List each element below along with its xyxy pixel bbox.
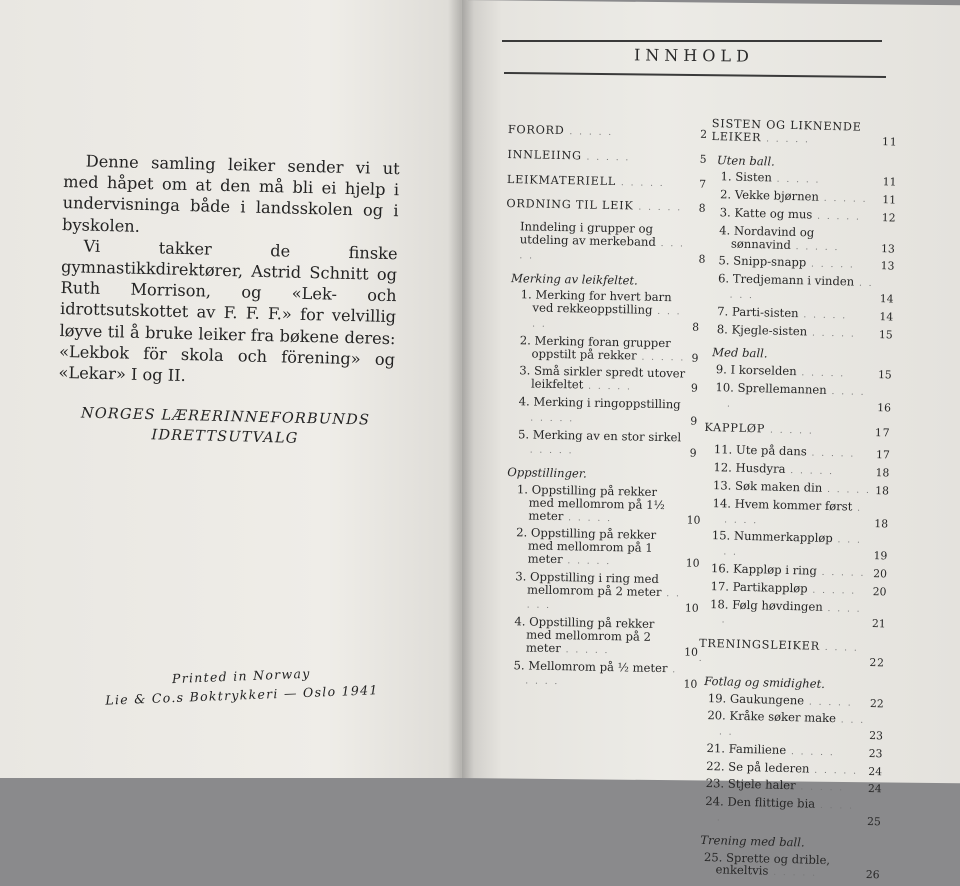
toc-item-entry <box>698 691 884 710</box>
toc-entry-title: Med ball. <box>712 345 768 360</box>
dot-leader: . . . . . <box>699 643 859 664</box>
dot-leader: . . . . . <box>804 697 853 708</box>
dot-leader: . . . . . <box>724 503 862 525</box>
toc-entry-title: 8. Kjegle-sisten <box>717 322 808 338</box>
toc-page-number: 13 <box>893 243 895 256</box>
dot-leader: . . . . . <box>765 425 814 436</box>
dot-leader: . . . . . <box>819 194 868 205</box>
toc-item-entry <box>696 777 882 796</box>
toc-item-entry <box>710 188 896 207</box>
dot-leader: . . . . . <box>530 413 574 424</box>
toc-entry-title: TRENINGSLEIKER <box>699 637 820 653</box>
toc-page-number: 12 <box>894 212 896 225</box>
toc-entry-title: 21. Familiene <box>706 741 786 757</box>
dot-leader: . . . . . <box>772 175 821 186</box>
toc-entry-title: 5. Snipp-snapp <box>718 254 806 270</box>
toc-sub-entry <box>712 346 892 363</box>
toc-item-entry <box>707 305 893 324</box>
dot-leader: . . . . . <box>730 279 874 301</box>
imprint-line-2: Lie & Co.s Boktrykkeri — Oslo 1941 <box>97 680 388 710</box>
toc-item-entry <box>704 443 890 462</box>
toc-entry-title: Fotlag og smidighet. <box>704 674 825 691</box>
toc-item-entry <box>703 461 889 480</box>
dot-leader: . . . . . <box>525 665 677 688</box>
toc-page-number: 22 <box>882 698 884 711</box>
toc-entry-title: 11. Ute på dans <box>714 442 807 458</box>
dot-leader: . . . . . <box>564 127 613 138</box>
toc-page-number: 19 <box>885 550 887 563</box>
dot-leader: . . . . . <box>807 449 856 460</box>
dot-leader: . . . . . <box>768 868 817 879</box>
toc-item-entry <box>706 363 892 382</box>
toc-page-number: 14 <box>891 311 893 324</box>
toc-entry-title: 2. Merking foran grupper oppstilt på rekker <box>520 333 671 362</box>
dot-leader: . . . . . <box>723 535 862 557</box>
toc-item-entry <box>705 381 892 415</box>
toc-page-number: 10 <box>699 514 701 527</box>
toc-main-entry <box>699 638 886 670</box>
toc-item-entry <box>504 288 705 334</box>
toc-sub-entry-entry <box>505 220 706 266</box>
toc-page-number: 11 <box>895 177 897 190</box>
book-gutter <box>448 0 474 778</box>
toc-page-number: 20 <box>885 586 887 599</box>
toc-entry-title: 4. Oppstilling på rekker med mellomrom på 2 meter <box>514 614 654 654</box>
toc-item-entry <box>500 526 701 570</box>
toc-entry-title: 22. Se på lederen <box>706 759 810 776</box>
toc-main-entry <box>508 124 708 142</box>
toc-page-number: 22 <box>869 657 885 670</box>
dot-leader: . . . . . <box>562 556 611 567</box>
dot-leader: . . . . . <box>795 783 844 794</box>
toc-main-entry <box>506 198 706 216</box>
toc-page-number: 23 <box>881 730 883 743</box>
toc-page-number: 10 <box>696 646 698 659</box>
toc-sub-entry <box>507 466 701 483</box>
toc-entry-title: INNLEIING <box>507 148 582 162</box>
toc-main-entry <box>704 421 890 439</box>
toc-entry-title: LEIKMATERIELL <box>507 173 616 188</box>
dot-leader: . . . . . <box>817 568 866 579</box>
imprint-line-1: Printed in Norway <box>96 661 387 691</box>
toc-entry-title: 13. Søk maken din <box>713 478 823 495</box>
toc-item-entry <box>701 562 887 581</box>
toc-entry-title: Trening med ball. <box>700 833 805 850</box>
dot-leader: . . . . . <box>582 152 631 163</box>
toc-entry-title: 19. Gaukungene <box>708 691 805 707</box>
toc-main-entry <box>507 149 707 167</box>
toc-page-number: 17 <box>875 427 891 440</box>
toc-entry-title: 4. Nordavind og sønnavind <box>719 223 814 252</box>
toc-entry-title: ORDNING TIL LEIK <box>506 197 633 212</box>
toc-page-number: 13 <box>893 261 895 274</box>
dot-leader: . . . . . <box>519 239 685 261</box>
toc-main-entry <box>507 174 707 192</box>
toc-page-number: 14 <box>892 293 894 306</box>
toc-entry-title: 3. Små sirkler spredt utover leikfeltet <box>519 364 685 392</box>
toc-page-number: 15 <box>891 329 893 342</box>
toc-entry-title: 25. Sprette og drible, enkeltvis <box>704 850 831 878</box>
toc-entry-title: SISTEN OG LIKNENDE LEIKER <box>711 117 861 144</box>
toc-item-entry <box>503 364 703 395</box>
toc-entry-title: Inndeling i grupper og utdeling av merkeband <box>520 219 656 248</box>
toc-item-entry <box>709 206 895 225</box>
dot-leader: . . . . . <box>809 765 858 776</box>
toc-page-number: 7 <box>699 178 707 191</box>
toc-item-entry <box>703 479 889 498</box>
dot-leader: . . . . . <box>532 307 682 330</box>
dot-leader: . . . . . <box>616 178 665 189</box>
signature-line-1: NORGES LÆRERINNEFORBUNDS <box>57 403 393 431</box>
dot-leader: . . . . . <box>761 134 810 145</box>
toc-item-entry <box>701 529 888 563</box>
dedication-text <box>57 150 400 451</box>
toc-entry-title: 24. Den flittige bia <box>705 794 815 811</box>
toc-page-number: 26 <box>878 870 880 883</box>
toc-entry-title: Uten ball. <box>717 153 775 168</box>
toc-page-number: 17 <box>888 450 890 463</box>
toc-item-entry <box>696 742 882 761</box>
toc-page-number: 5 <box>700 153 708 166</box>
toc-page-number: 18 <box>887 485 889 498</box>
toc-main-entry <box>711 118 898 149</box>
toc-item-entry <box>502 395 703 428</box>
dot-leader: . . . . . <box>806 260 855 271</box>
dot-leader: . . . . . <box>633 203 682 214</box>
toc-entry-title: 4. Merking i ringoppstilling <box>519 394 681 411</box>
signature <box>57 403 394 451</box>
toc-page-number: 18 <box>887 468 889 481</box>
toc-page-number: 10 <box>697 603 699 616</box>
toc-entry-title: KAPPLØP <box>704 420 765 434</box>
toc-page-number: 24 <box>880 784 882 797</box>
toc-sub-entry <box>717 154 897 171</box>
toc-item-entry <box>693 850 880 882</box>
toc-entry-title: 16. Kappløp i ring <box>711 561 817 578</box>
toc-entry-title: 10. Sprellemannen <box>715 380 827 397</box>
toc-entry-title: 5. Mellomrom på ½ meter <box>513 658 667 675</box>
title-rule-top <box>502 40 882 42</box>
toc-left-column <box>497 124 708 695</box>
toc-entry-title: 3. Oppstilling i ring med mellomrom på 2 meter <box>515 569 661 599</box>
dot-leader: . . . . . <box>791 242 840 253</box>
dot-leader: . . . . . <box>727 387 866 409</box>
dot-leader: . . . . . <box>583 382 632 393</box>
toc-entry-title: 17. Partikappløp <box>710 579 807 595</box>
toc-page-number: 25 <box>879 816 881 829</box>
toc-entry-title: 5. Merking av en stor sirkel <box>518 427 681 444</box>
toc-page-number: 10 <box>695 679 697 692</box>
toc-entry-title: 2. Vekke bjørnen <box>720 187 819 203</box>
dot-leader: . . . . . <box>722 603 862 625</box>
toc-page-number: 11 <box>882 136 898 149</box>
dot-leader: . . . . . <box>786 747 835 758</box>
toc-item-entry <box>503 334 703 365</box>
toc-item-entry <box>700 597 887 631</box>
toc-item-entry <box>502 427 703 460</box>
toc-page-number: 8 <box>699 203 707 216</box>
toc-page-number: 24 <box>880 766 882 779</box>
dedication-paragraph-1: Denne samling leiker sender vi ut med håpet om at den må bli ei hjelp i undervisninga både i landsskolen og i byskolen. <box>62 150 400 243</box>
dot-leader: . . . . . <box>561 645 610 656</box>
toc-item-entry <box>697 709 884 743</box>
toc-item-entry <box>707 323 893 342</box>
dot-leader: . . . . . <box>530 446 574 457</box>
toc-item-entry <box>695 795 882 829</box>
dot-leader: . . . . . <box>563 513 612 524</box>
toc-item-entry <box>710 170 896 189</box>
toc-right-column <box>693 118 898 886</box>
toc-entry-title: Merking av leikfeltet. <box>511 271 638 287</box>
toc-entry-title: 18. Følg høvdingen <box>710 597 823 614</box>
toc-item-entry <box>700 580 886 599</box>
toc-item-entry <box>500 483 701 527</box>
toc-item-entry <box>708 272 895 306</box>
toc-page-number: 23 <box>881 748 883 761</box>
toc-entry-title: 14. Hvem kommer først <box>712 496 852 513</box>
toc-entry-title: 12. Husdyra <box>713 460 785 476</box>
toc-entry-title: 15. Nummerkappløp <box>712 528 833 545</box>
toc-item-entry <box>696 759 882 778</box>
toc-item-entry <box>498 615 699 659</box>
toc-entry-title: 7. Parti-sisten <box>717 304 799 320</box>
toc-page-number: 21 <box>884 619 886 632</box>
toc-entry-title: 3. Katte og mus <box>720 205 813 221</box>
dot-leader: . . . . . <box>822 485 871 496</box>
toc-entry-title: 6. Tredjemann i vinden <box>718 271 854 288</box>
toc-item-entry <box>497 658 698 691</box>
toc-sub-entry <box>700 834 880 851</box>
toc-entry-title: 9. I korselden <box>716 362 797 378</box>
toc-entry-title: 23. Stjele haler <box>706 777 796 793</box>
toc-entry-title: 1. Merking for hvert barn ved rekkeoppstilling <box>521 288 672 317</box>
toc-page-number: 11 <box>894 195 896 208</box>
toc-page-number: 8 <box>698 253 705 266</box>
dot-leader: . . . . . <box>527 589 681 612</box>
toc-entry-title: 2. Oppstilling på rekker med mellomrom på 1 meter <box>516 526 656 566</box>
toc-page-number: 2 <box>700 129 708 142</box>
toc-item-entry <box>702 497 889 531</box>
dot-leader: . . . . . <box>719 716 865 738</box>
dot-leader: . . . . . <box>785 466 834 477</box>
toc-item-entry <box>709 224 896 256</box>
signature-line-2: IDRETTSUTVALG <box>57 423 393 451</box>
toc-page-number: 20 <box>885 568 887 581</box>
dot-leader: . . . . . <box>717 801 854 824</box>
toc-entry-title: 1. Sisten <box>720 170 772 185</box>
toc-sub-entry <box>511 272 705 289</box>
toc-entry-title: FORORD <box>508 123 565 137</box>
dot-leader: . . . . . <box>637 352 686 363</box>
toc-page-number: 10 <box>698 558 700 571</box>
toc-title: INNHOLD <box>634 45 754 65</box>
toc-page-number: 18 <box>886 518 888 531</box>
dot-leader: . . . . . <box>798 310 847 321</box>
toc-item-entry <box>499 570 700 616</box>
toc-entry-title: Oppstillinger. <box>507 465 587 481</box>
toc-entry-title: 20. Kråke søker make <box>707 708 836 725</box>
toc-page-number: 16 <box>889 402 891 415</box>
toc-item-entry <box>708 254 894 273</box>
dedication-paragraph-2: Vi takker de finske gymnastikkdirektører, Astrid Schnitt og Ruth Morrison, og «Lek- och idrottsutskottet av F. F. F.» for velvillig løyve til å bruke leiker fra bøkene deres: «Lekbok för skola och förening» og «Lekar» I og II. <box>58 235 398 392</box>
dot-leader: . . . . . <box>807 328 856 339</box>
toc-sub-entry <box>704 675 884 692</box>
toc-entry-title: 1. Oppstilling på rekker med mellomrom på 1½ meter <box>517 482 665 522</box>
dot-leader: . . . . . <box>812 211 861 222</box>
dot-leader: . . . . . <box>807 585 856 596</box>
dot-leader: . . . . . <box>796 368 845 379</box>
toc-page-number: 15 <box>890 370 892 383</box>
